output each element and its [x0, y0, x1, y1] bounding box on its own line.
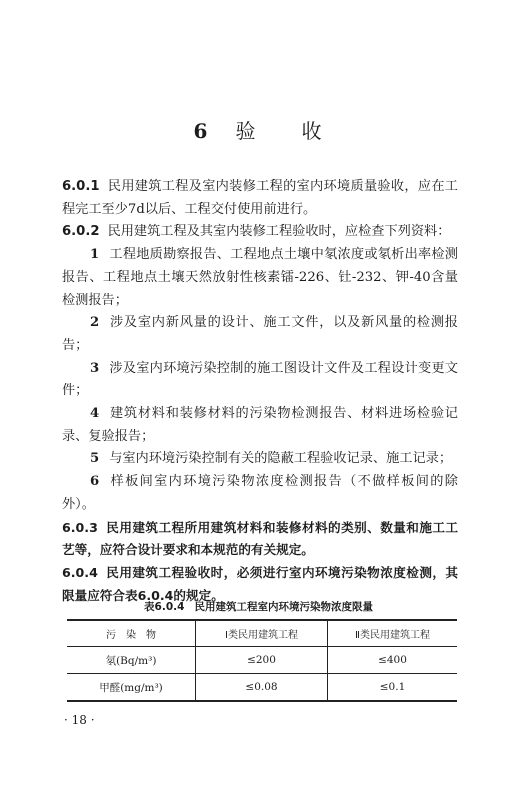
- item-number: 6: [90, 474, 100, 490]
- item-number: 2: [90, 315, 100, 331]
- clause-number: 6.0.4: [62, 564, 98, 580]
- table-cell: ≤400: [328, 647, 458, 674]
- item-number: 4: [90, 406, 100, 422]
- item-number: 1: [90, 247, 100, 263]
- list-item: [62, 471, 458, 516]
- item-text: 涉及室内环境污染控制的施工图设计文件及工程设计变更文件；: [62, 360, 458, 399]
- clause-text: 民用建筑工程及其室内装修工程验收时，应检查下列资料：: [107, 224, 451, 240]
- clause-number: 6.0.1: [62, 179, 100, 194]
- page-number: · 18 ·: [64, 713, 95, 727]
- table-row: [67, 647, 457, 674]
- list-item: [62, 403, 458, 448]
- table-caption: [0, 599, 517, 614]
- chapter-title-part1: 验: [235, 119, 258, 143]
- column-header-class-1: Ⅰ类民用建筑工程: [196, 620, 328, 647]
- list-item: [62, 448, 458, 471]
- table-cell: ≤0.08: [196, 674, 328, 702]
- clause-text: 民用建筑工程验收时，必须进行室内环境污染物浓度检测，其限量应符合表6.0.4的规定。: [62, 564, 458, 603]
- pollutant-limits-table: [67, 619, 457, 702]
- chapter-title: [0, 115, 517, 144]
- column-header-class-2: Ⅱ类民用建筑工程: [328, 620, 458, 647]
- table-row: [67, 674, 457, 702]
- table-caption-number: 表6.0.4: [144, 601, 185, 613]
- table-cell: ≤0.1: [328, 674, 458, 702]
- table-header-row: [67, 620, 457, 647]
- table-cell: 氡(Bq/m³): [67, 647, 196, 674]
- chapter-number: 6: [193, 119, 210, 143]
- clause-6-0-2: [62, 221, 458, 244]
- list-item: [62, 358, 458, 403]
- clause-6-0-1: [62, 176, 458, 221]
- item-text: 与室内环境污染控制有关的隐蔽工程验收记录、施工记录；: [109, 451, 453, 467]
- table-cell: ≤200: [196, 647, 328, 674]
- body-text: [62, 176, 458, 607]
- item-number: 3: [90, 360, 100, 376]
- clause-number: 6.0.2: [62, 224, 100, 240]
- clause-text: 民用建筑工程所用建筑材料和装修材料的类别、数量和施工工艺等，应符合设计要求和本规范的有关规定。: [62, 519, 458, 558]
- item-text: 建筑材料和装修材料的污染物检测报告、材料进场检验记录、复验报告；: [62, 406, 458, 444]
- table-cell: 甲醛(mg/m³): [67, 674, 196, 702]
- item-text: 涉及室内新风量的设计、施工文件，以及新风量的检测报告；: [62, 315, 458, 353]
- clause-text: 民用建筑工程及室内装修工程的室内环境质量验收，应在工程完工至少7d以后、工程交付使用前进行。: [62, 179, 458, 217]
- list-item: [62, 244, 458, 312]
- item-number: 5: [90, 451, 100, 467]
- list-item: [62, 312, 458, 357]
- clause-6-0-3: [62, 517, 458, 562]
- clause-number: 6.0.3: [62, 519, 98, 535]
- item-text: 工程地质勘察报告、工程地点土壤中氡浓度或氡析出率检测报告、工程地点土壤天然放射性核素镭-226、钍-232、钾-40含量检测报告；: [62, 247, 458, 308]
- table-caption-text: 民用建筑工程室内环境污染物浓度限量: [194, 601, 373, 613]
- column-header-pollutant: 污 染 物: [67, 620, 196, 647]
- chapter-title-part2: 收: [301, 119, 324, 143]
- item-text: 样板间室内环境污染物浓度检测报告（不做样板间的除外）。: [62, 474, 458, 512]
